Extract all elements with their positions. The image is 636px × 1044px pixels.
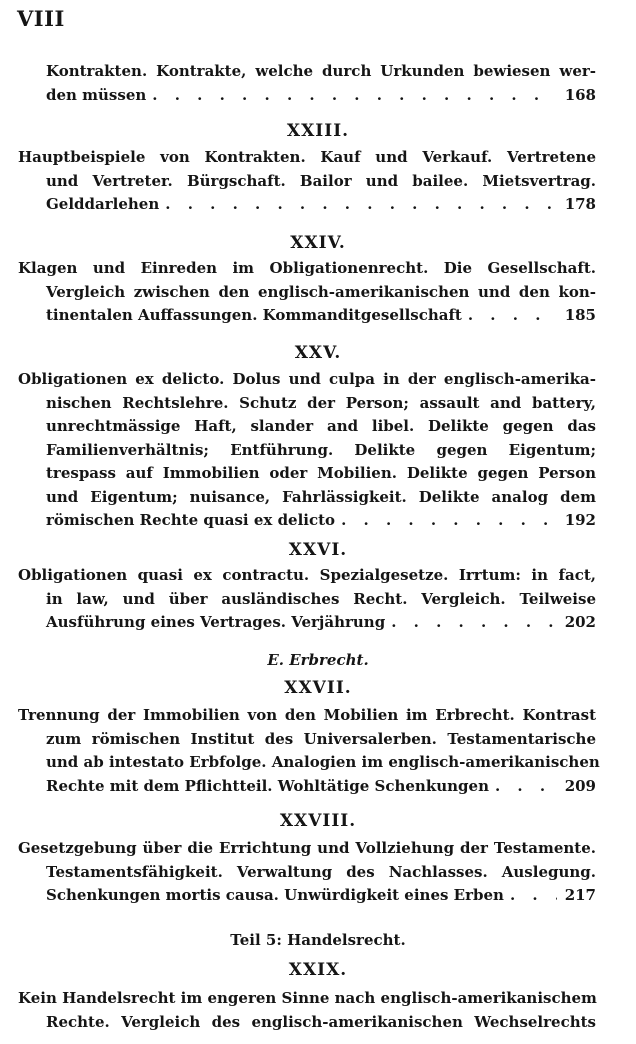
- toc-entry-line: und Vertreter. Bürgschaft. Bailor und bailee. Mietsvertrag.: [46, 171, 596, 190]
- dot-leader: [341, 509, 557, 533]
- toc-entry-text: den müssen: [46, 85, 147, 104]
- toc-entry-xxix: [18, 987, 596, 1034]
- toc-entry-text: Gelddarlehen: [46, 195, 160, 213]
- toc-entry-line: trespass auf Immobilien oder Mobilien. Delikte gegen Person: [46, 464, 596, 482]
- chapter-numeral: XXIX.: [288, 960, 348, 980]
- dot-leader: [468, 304, 557, 328]
- toc-entry-last-line: [18, 304, 596, 328]
- chapter-numeral: XXVII.: [284, 678, 352, 698]
- toc-entry-last-line: [18, 193, 596, 217]
- toc-entry-first-line: Klagen und Einreden im Obligationenrecht. Die Gesellschaft.: [18, 259, 596, 277]
- toc-entry-first-line: Hauptbeispiele von Kontrakten. Kauf und Verkauf. Vertretene: [18, 148, 596, 166]
- toc-entry-xxvii: [18, 704, 600, 798]
- toc-entry-line: und Eigentum; nuisance, Fahrlässigkeit. Delikte analog dem: [46, 487, 596, 506]
- section-subheading: E. Erbrecht.: [267, 651, 369, 669]
- toc-entry-xxv: [18, 368, 596, 533]
- toc-page-ref: 209: [564, 776, 596, 795]
- toc-entry-last-line: [18, 509, 596, 533]
- chapter-numeral: XXV.: [294, 343, 342, 363]
- toc-entry-text: Schenkungen mortis causa. Unwürdigkeit eines Erben: [46, 886, 504, 904]
- chapter-numeral: XXVI.: [288, 540, 348, 560]
- toc-page-ref: 185: [564, 306, 596, 324]
- toc-entry-first-line: Obligationen quasi ex contractu. Spezialgesetze. Irrtum: in fact,: [18, 566, 596, 584]
- dot-leader: [510, 884, 557, 908]
- toc-entry-line: nischen Rechtslehre. Schutz der Person; assault and battery,: [46, 393, 596, 412]
- toc-entry-first-line: Kein Handelsrecht im engeren Sinne nach englisch-amerikanischem: [18, 989, 597, 1007]
- dot-leader: [152, 84, 556, 108]
- toc-entry-line: Kontrakten. Kontrakte, welche durch Urkunden bewiesen wer-: [46, 62, 596, 80]
- toc-entry-text: Rechte mit dem Pflichtteil. Wohltätige Schenkungen: [46, 776, 489, 795]
- toc-entry-first-line: Gesetzgebung über die Errichtung und Vollziehung der Testamente.: [18, 839, 596, 857]
- dot-leader: [165, 193, 556, 217]
- toc-page-ref: 217: [564, 886, 596, 904]
- toc-entry-line: unrechtmässige Haft, slander and libel. Delikte gegen das: [46, 417, 596, 435]
- toc-entry-text: tinentalen Auffassungen. Kommanditgesellschaft: [46, 306, 462, 324]
- toc-entry-line: in law, und über ausländisches Recht. Vergleich. Teilweise: [46, 589, 596, 608]
- toc-page-ref: 202: [564, 613, 596, 631]
- toc-entry-xxiii: [18, 146, 596, 217]
- toc-entry-xxiv: [18, 257, 596, 328]
- toc-entry-intro: [18, 60, 596, 107]
- toc-entry-last-line: [18, 884, 596, 908]
- toc-entry-last-line: [18, 775, 596, 799]
- page-number: VIII: [17, 6, 65, 31]
- part-heading: Teil 5: Handelsrecht.: [230, 931, 406, 949]
- toc-entry-first-line: Trennung der Immobilien von den Mobilien im Erbrecht. Kontrast: [18, 706, 596, 724]
- toc-entry-xxvi: [18, 564, 596, 635]
- toc-entry-line: Familienverhältnis; Entführung. Delikte gegen Eigentum;: [46, 440, 596, 459]
- toc-entry-text: Ausführung eines Vertrages. Verjährung: [46, 613, 386, 631]
- toc-entry-line: Vergleich zwischen den englisch-amerikanischen und den kon-: [46, 282, 596, 301]
- dot-leader: [495, 775, 557, 799]
- toc-entry-last-line: [18, 611, 596, 635]
- toc-entry-line: Testamentsfähigkeit. Verwaltung des Nachlasses. Auslegung.: [46, 862, 596, 881]
- toc-entry-xxviii: [18, 837, 596, 908]
- toc-entry-first-line: Obligationen ex delicto. Dolus und culpa in der englisch-amerika-: [18, 370, 596, 388]
- dot-leader: [391, 611, 557, 635]
- toc-page-ref: 178: [564, 195, 596, 213]
- toc-page-ref: 192: [564, 511, 596, 529]
- chapter-numeral: XXIII.: [286, 121, 350, 141]
- chapter-numeral: XXVIII.: [279, 811, 357, 831]
- chapter-numeral: XXIV.: [290, 233, 346, 253]
- toc-entry-line: zum römischen Institut des Universalerben. Testamentarische: [46, 729, 596, 748]
- toc-entry-last-line: [18, 84, 596, 108]
- toc-entry-text: römischen Rechte quasi ex delicto: [46, 511, 336, 529]
- toc-entry-line: und ab intestato Erbfolge. Analogien im englisch-amerikanischen: [46, 753, 600, 771]
- toc-entry-line: Rechte. Vergleich des englisch-amerikanischen Wechselrechts: [46, 1012, 596, 1031]
- toc-page-ref: 168: [564, 85, 596, 104]
